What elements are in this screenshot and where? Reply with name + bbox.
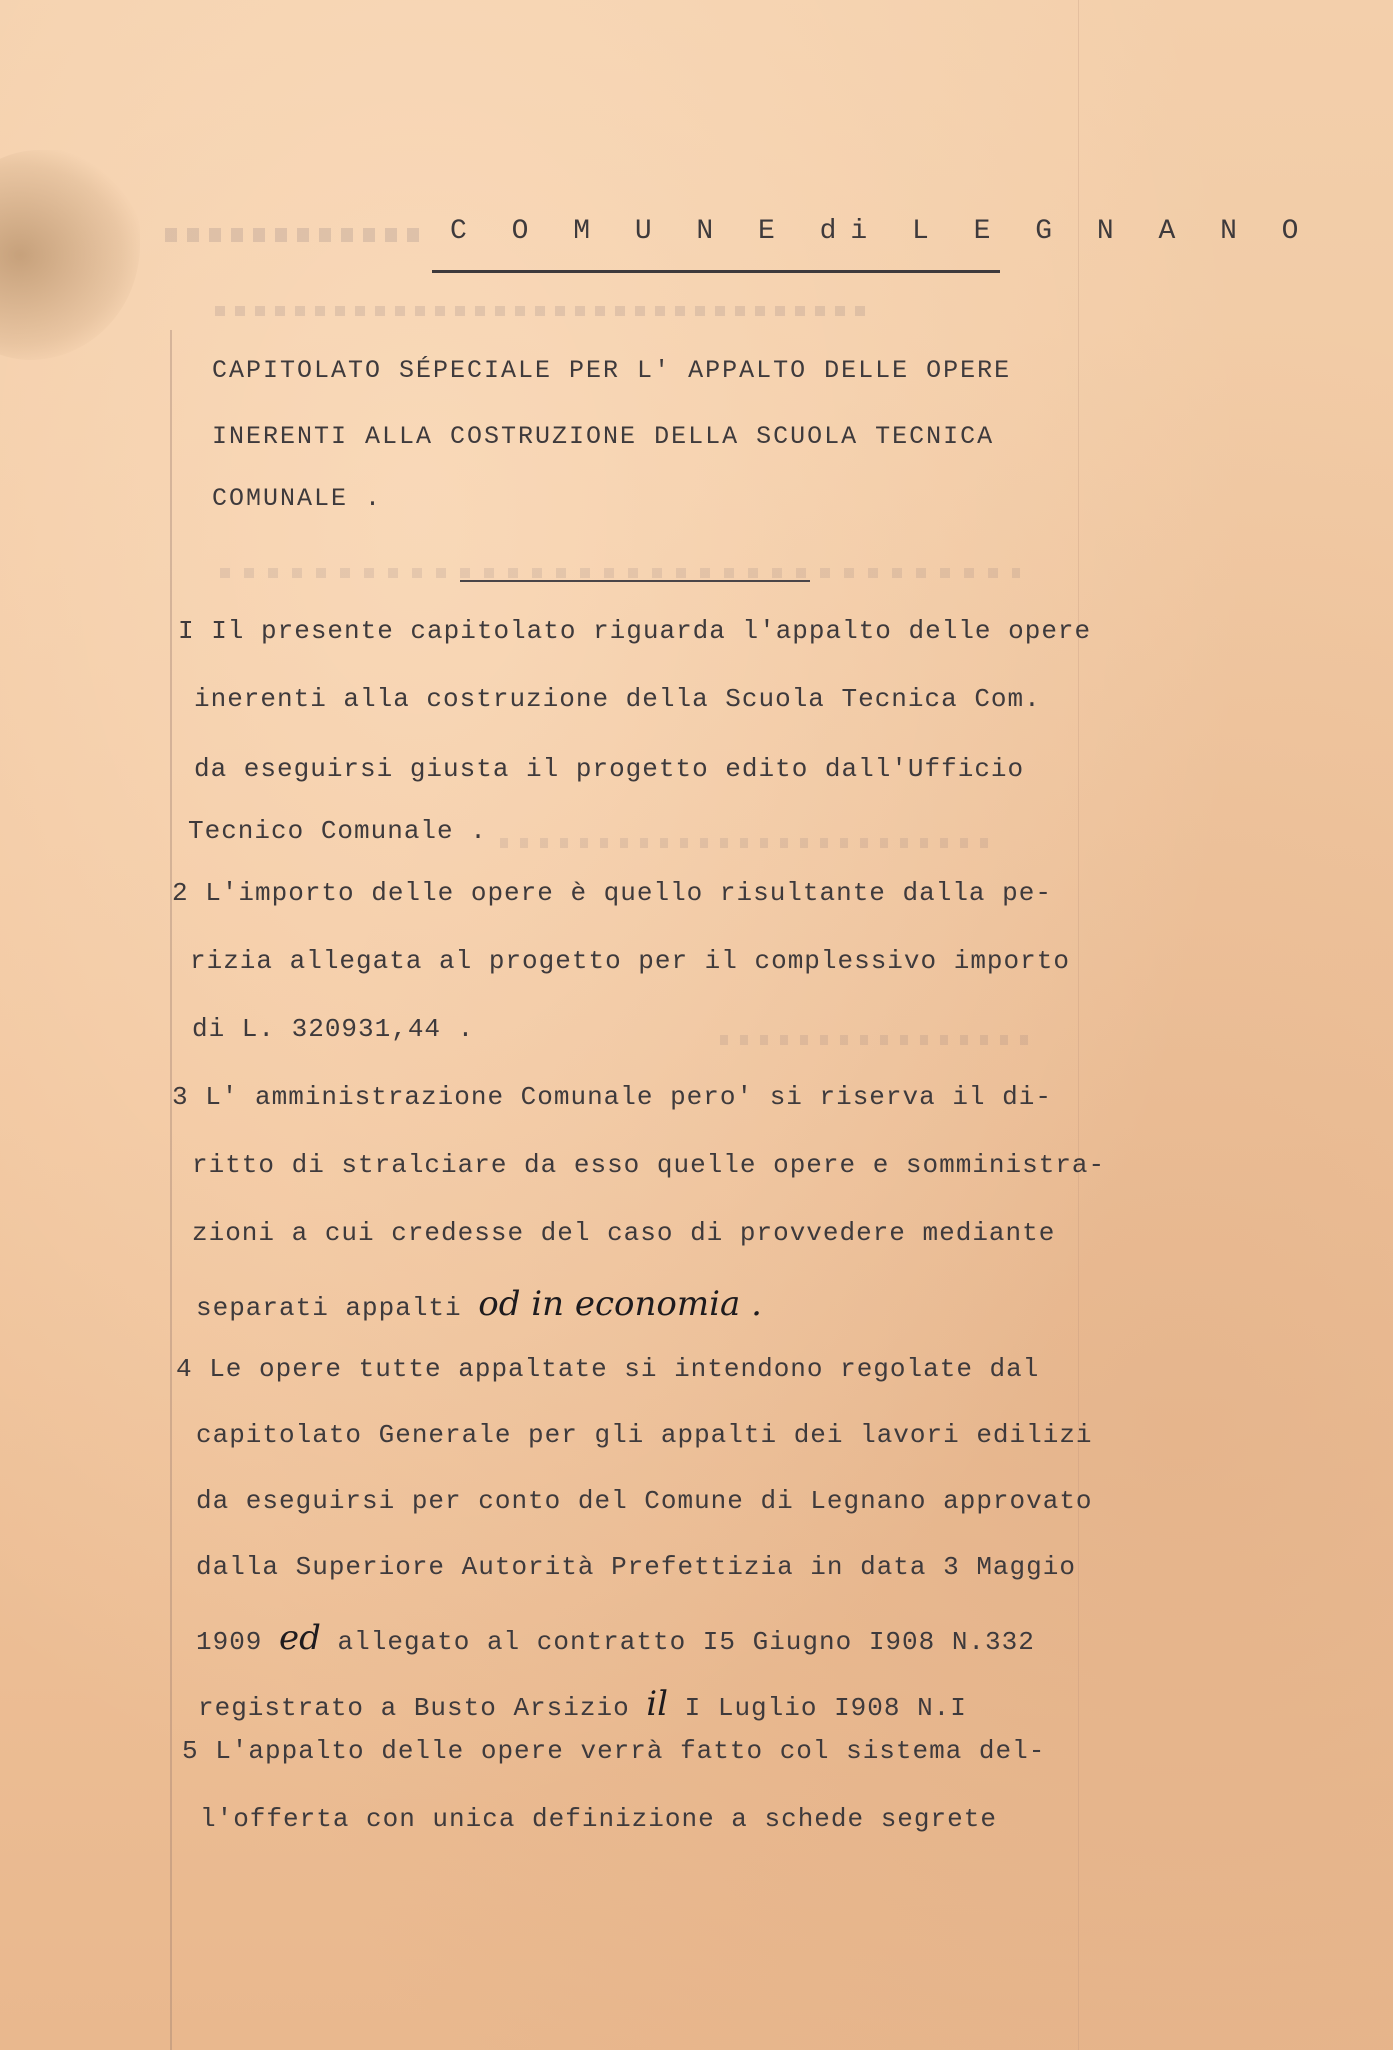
bleed-through-mark — [215, 306, 875, 316]
bleed-through-mark — [220, 568, 1020, 578]
title-underline — [432, 270, 1000, 273]
paragraph-2-line-3: di L. 320931,44 . — [192, 1014, 475, 1044]
paragraph-2-line-2: rizia allegata al progetto per il complessivo importo — [190, 946, 1070, 976]
section-divider — [460, 580, 810, 582]
paragraph-5-line-2: l'offerta con unica definizione a schede segrete — [200, 1804, 997, 1834]
paragraph-4-line-1: 4 Le opere tutte appaltate si intendono regolate dal — [176, 1354, 1040, 1384]
paragraph-1-line-1: I Il presente capitolato riguarda l'appalto delle opere — [178, 616, 1092, 646]
paragraph-3-line-4-typed: separati appalti — [196, 1293, 462, 1323]
paragraph-3-line-4 — [196, 1284, 762, 1324]
handwritten-insertion-il: il — [646, 1684, 669, 1724]
right-margin-rule — [1078, 0, 1079, 2050]
bleed-through-mark — [500, 838, 1000, 848]
paragraph-1-line-4: Tecnico Comunale . — [188, 816, 487, 846]
paragraph-5-line-1: 5 L'appalto delle opere verrà fatto col sistema del- — [182, 1736, 1046, 1766]
document-title: C O M U N E di L E G N A N O — [450, 216, 1313, 247]
paragraph-3-line-2: ritto di stralciare da esso quelle opere e somministra- — [192, 1150, 1106, 1180]
bleed-through-mark — [165, 228, 425, 242]
paragraph-4-line-5-year: 1909 — [196, 1627, 263, 1657]
paragraph-4-line-6 — [198, 1684, 967, 1724]
paragraph-4-line-2: capitolato Generale per gli appalti dei lavori edilizi — [196, 1420, 1093, 1450]
handwritten-insertion-ed: ed — [279, 1618, 321, 1658]
heading-line-1: CAPITOLATO SÉPECIALE PER L' APPALTO DELLE OPERE — [212, 356, 1012, 385]
heading-line-2: INERENTI ALLA COSTRUZIONE DELLA SCUOLA TECNICA — [212, 422, 995, 451]
paragraph-3-line-3: zioni a cui credesse del caso di provvedere mediante — [192, 1218, 1056, 1248]
paragraph-3-line-1: 3 L' amministrazione Comunale pero' si riserva il di- — [172, 1082, 1052, 1112]
paragraph-1-line-2: inerenti alla costruzione della Scuola Tecnica Com. — [194, 684, 1041, 714]
water-stain — [0, 150, 140, 360]
paragraph-4-line-5 — [196, 1618, 1035, 1658]
paragraph-4-line-3: da eseguirsi per conto del Comune di Legnano approvato — [196, 1486, 1093, 1516]
paragraph-4-line-6-end: I Luglio I908 N.I — [684, 1693, 967, 1723]
paragraph-4-line-4: dalla Superiore Autorità Prefettizia in data 3 Maggio — [196, 1552, 1076, 1582]
paragraph-4-line-6-start: registrato a Busto Arsizio — [198, 1693, 630, 1723]
heading-line-3: COMUNALE . — [212, 484, 383, 513]
paragraph-1-line-3: da eseguirsi giusta il progetto edito dall'Ufficio — [194, 754, 1025, 784]
bleed-through-mark — [720, 1035, 1040, 1045]
margin-rule — [170, 330, 172, 2050]
paragraph-2-line-1: 2 L'importo delle opere è quello risultante dalla pe- — [172, 878, 1052, 908]
paragraph-4-line-5-rest: allegato al contratto I5 Giugno I908 N.332 — [337, 1627, 1035, 1657]
handwritten-insertion-economia: od in economia . — [478, 1284, 762, 1324]
